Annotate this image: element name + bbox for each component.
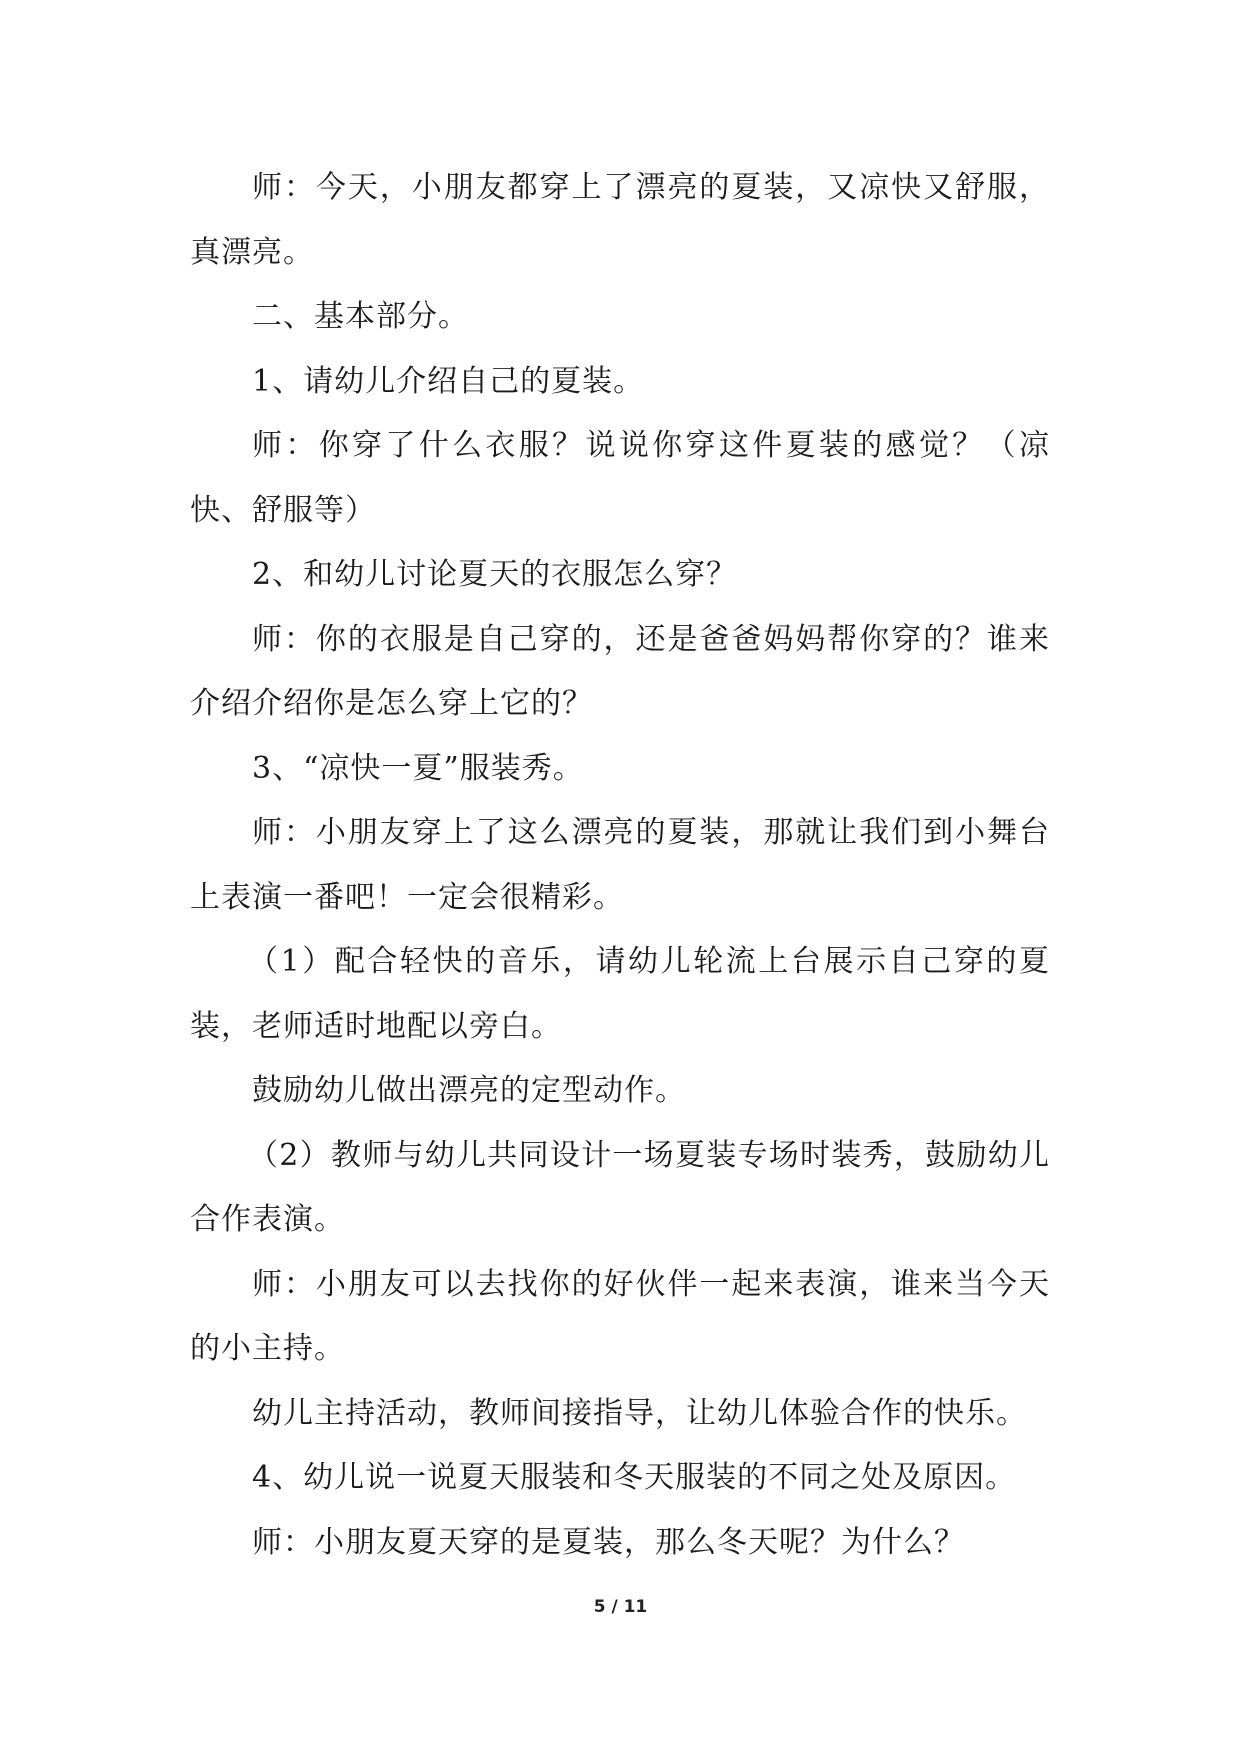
section-heading: 二、基本部分。 — [252, 299, 469, 334]
paragraph: 师：小朋友穿上了这么漂亮的夏装，那就让我们到小舞台上表演一番吧！一定会很精彩。 — [190, 815, 1050, 915]
paragraph: 师：今天，小朋友都穿上了漂亮的夏装，又凉快又舒服，真漂亮。 — [190, 170, 1050, 270]
paragraph: 3、“凉快一夏”服装秀。 — [252, 750, 584, 786]
paragraph: 师：你穿了什么衣服？说说你穿这件夏装的感觉？（凉快、舒服等） — [190, 428, 1050, 528]
paragraph: 师：你的衣服是自己穿的，还是爸爸妈妈帮你穿的？谁来介绍介绍你是怎么穿上它的？ — [190, 621, 1050, 721]
paragraph: 幼儿主持活动，教师间接指导，让幼儿体验合作的快乐。 — [252, 1395, 1027, 1431]
paragraph: 鼓励幼儿做出漂亮的定型动作。 — [252, 1073, 686, 1108]
paragraph: （2）教师与幼儿共同设计一场夏装专场时装秀，鼓励幼儿合作表演。 — [190, 1137, 1050, 1237]
paragraph: 4、幼儿说一说夏天服装和冬天服装的不同之处及原因。 — [252, 1460, 1017, 1495]
paragraph: （1）配合轻快的音乐，请幼儿轮流上台展示自己穿的夏装，老师适时地配以旁白。 — [190, 944, 1050, 1044]
paragraph: 师：小朋友夏天穿的是夏装，那么冬天呢？为什么？ — [252, 1524, 965, 1560]
paragraph: 1、请幼儿介绍自己的夏装。 — [252, 363, 645, 399]
paragraph: 2、和幼儿讨论夏天的衣服怎么穿？ — [252, 557, 738, 592]
paragraph: 师：小朋友可以去找你的好伙伴一起来表演，谁来当今天的小主持。 — [190, 1266, 1050, 1366]
document-body — [190, 156, 1050, 1575]
page-number: 5 / 11 — [593, 1597, 648, 1617]
